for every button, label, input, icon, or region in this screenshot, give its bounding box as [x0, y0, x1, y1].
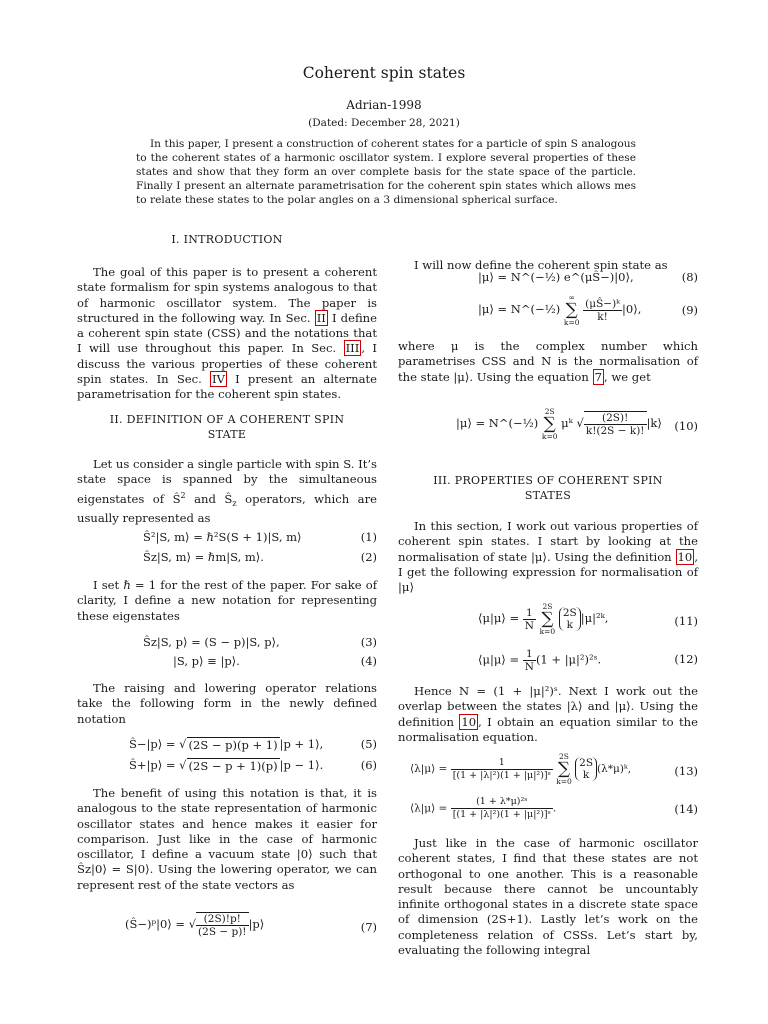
equation-7: (Ŝ−)ᵖ|0⟩ = √ $\frac{(2S)!p!}{(2S - p)!}$ |p⟩ (7)	[125, 913, 377, 938]
notation-benefit-paragraph: The benefit of using this notation is that, it is analogous to the state representation of harmonic oscillator states and hence makes it easier for comparison. Just like in the case of harmonic oscillator, I define a vacuum state |0⟩ such that Ŝz|0⟩ = S|0⟩. Using the lowering operator, we can represent rest of the state vectors as	[77, 786, 377, 892]
css-intro-sentence: I will now define the coherent spin state as	[414, 258, 668, 272]
definition-paragraph: Let us consider a single particle with spin S. It’s state space is spanned by the simultaneous eigenstates of $Ŝ^2$ and $Ŝ_z$ operators, which are usually represented as	[77, 457, 377, 526]
equation-2: Ŝz|S, m⟩ = ℏm|S, m⟩. (2)	[143, 550, 377, 564]
orthogonality-paragraph: Just like in the case of harmonic oscillator coherent states, I find that these states are not orthogonal to one another. This is a reasonable result because there cannot be uncountably infinite orthogonal states in a discrete state space of dimension (2S+1). Lastly let’s work on the completeness relation of CSSs. Let’s start by, evaluating the following integral	[398, 836, 698, 958]
date-line: (Dated: December 28, 2021)	[308, 117, 460, 129]
ladder-paragraph: The raising and lowering operator relations take the following form in the newly defined notation	[77, 681, 377, 726]
equation-10: |μ⟩ = N^(−½) 2S ∑ k=0 μᵏ √ $\frac{(2S)!}{k!(2S - k)!}$ |k⟩ (10)	[456, 407, 698, 441]
ref-equation-10-link[interactable]: 10	[677, 549, 693, 564]
author-name: Adrian-1998	[346, 98, 422, 112]
section-heading-definition: II. DEFINITION OF A COHERENT SPIN STATE	[109, 413, 345, 442]
abstract: In this paper, I present a construction of coherent states for a particle of spin S analogous to the coherent states of a harmonic oscillator system. I explore several properties of these states and show that they form an over complete basis for the state space of the particle. Finally I present an alternate parametrisation for the coherent spin states which allows mes to relate these states to the polar angles on a 3 dimensional spherical surface.	[136, 138, 636, 206]
properties-paragraph: In this section, I work out various properties of coherent spin states. I start by looking at the normalisation of state |μ⟩. Using the definition 10 , I get the following expression for normalisation of |μ⟩	[398, 519, 698, 595]
equation-1: Ŝ²|S, m⟩ = ℏ²S(S + 1)|S, m⟩ (1)	[143, 530, 377, 544]
overlap-paragraph: Hence N = (1 + |μ|²)ˢ. Next I work out the overlap between the states |λ⟩ and |μ⟩. Using the definition 10 , I obtain an equation similar to the normalisation equation.	[398, 684, 699, 744]
ref-section-iii-link[interactable]: III	[345, 341, 360, 356]
ref-section-iv-link[interactable]: IV	[212, 372, 225, 387]
equation-8: |μ⟩ = N^(−½) e^(μŜ−)|0⟩, (8)	[478, 270, 698, 284]
equation-5: Ŝ−|p⟩ = √ (2S − p)(p + 1) |p + 1⟩, (5)	[129, 737, 377, 752]
paper-title: Coherent spin states	[302, 64, 466, 82]
parameter-paragraph: where μ is the complex number which parametrises CSS and N is the normalisation of the state |μ⟩. Using the equation 7 , we get	[398, 339, 698, 384]
equation-14: ⟨λ|μ⟩ = $\frac{\text{(1 + λ*μ)²ˢ}}{\text{[(1 + |λ|²)(1 + |μ|²)]ˢ}}$ . (14)	[410, 796, 698, 820]
intro-paragraph: The goal of this paper is to present a coherent state formalism for spin systems analogous to that of harmonic oscillator system. The paper is structured in the following way. In Sec. II I define a coherent spin state (CSS) and the notations that I will use throughout this paper. In Sec. III , I discuss the various properties of these coherent spin states. In Sec. IV I present an alternate parametrisation for the coherent spin states.	[77, 265, 378, 402]
ref-equation-7-link[interactable]: 7	[594, 369, 602, 384]
ref-section-ii-link[interactable]: II	[316, 310, 326, 325]
equation-11: ⟨μ|μ⟩ = $\frac{1}{N}$ 2S ∑ k=0 2S k |μ|²ᵏ, (11)	[478, 602, 698, 636]
equation-9: |μ⟩ = N^(−½) ∞ ∑ k=0 $\frac{\text{(μŜ−)ᵏ}}{k!}$ |0⟩, (9)	[478, 293, 698, 327]
equation-13: ⟨λ|μ⟩ = $\frac{1}{\text{[(1 + |λ|²)(1 + |μ|²)]ˢ}}$ 2S ∑ k=0 2S k (λ*μ)ᵏ, (13)	[410, 752, 698, 786]
notation-paragraph: I set ℏ = 1 for the rest of the paper. For sake of clarity, I define a new notation for representing these eigenstates	[77, 578, 377, 623]
ref-equation-10-second-link[interactable]: 10	[461, 714, 477, 729]
section-heading-properties: III. PROPERTIES OF COHERENT SPIN STATES	[433, 474, 663, 503]
equation-12: ⟨μ|μ⟩ = $\frac{1}{N}$ (1 + |μ|²)²ˢ. (12)	[478, 648, 698, 673]
equation-4: |S, p⟩ ≡ |p⟩. (4)	[173, 654, 377, 668]
equation-6: Ŝ+|p⟩ = √ (2S − p + 1)(p) |p − 1⟩. (6)	[129, 758, 377, 773]
section-heading-introduction: I. INTRODUCTION	[171, 233, 283, 246]
equation-3: Ŝz|S, p⟩ = (S − p)|S, p⟩, (3)	[143, 635, 377, 649]
